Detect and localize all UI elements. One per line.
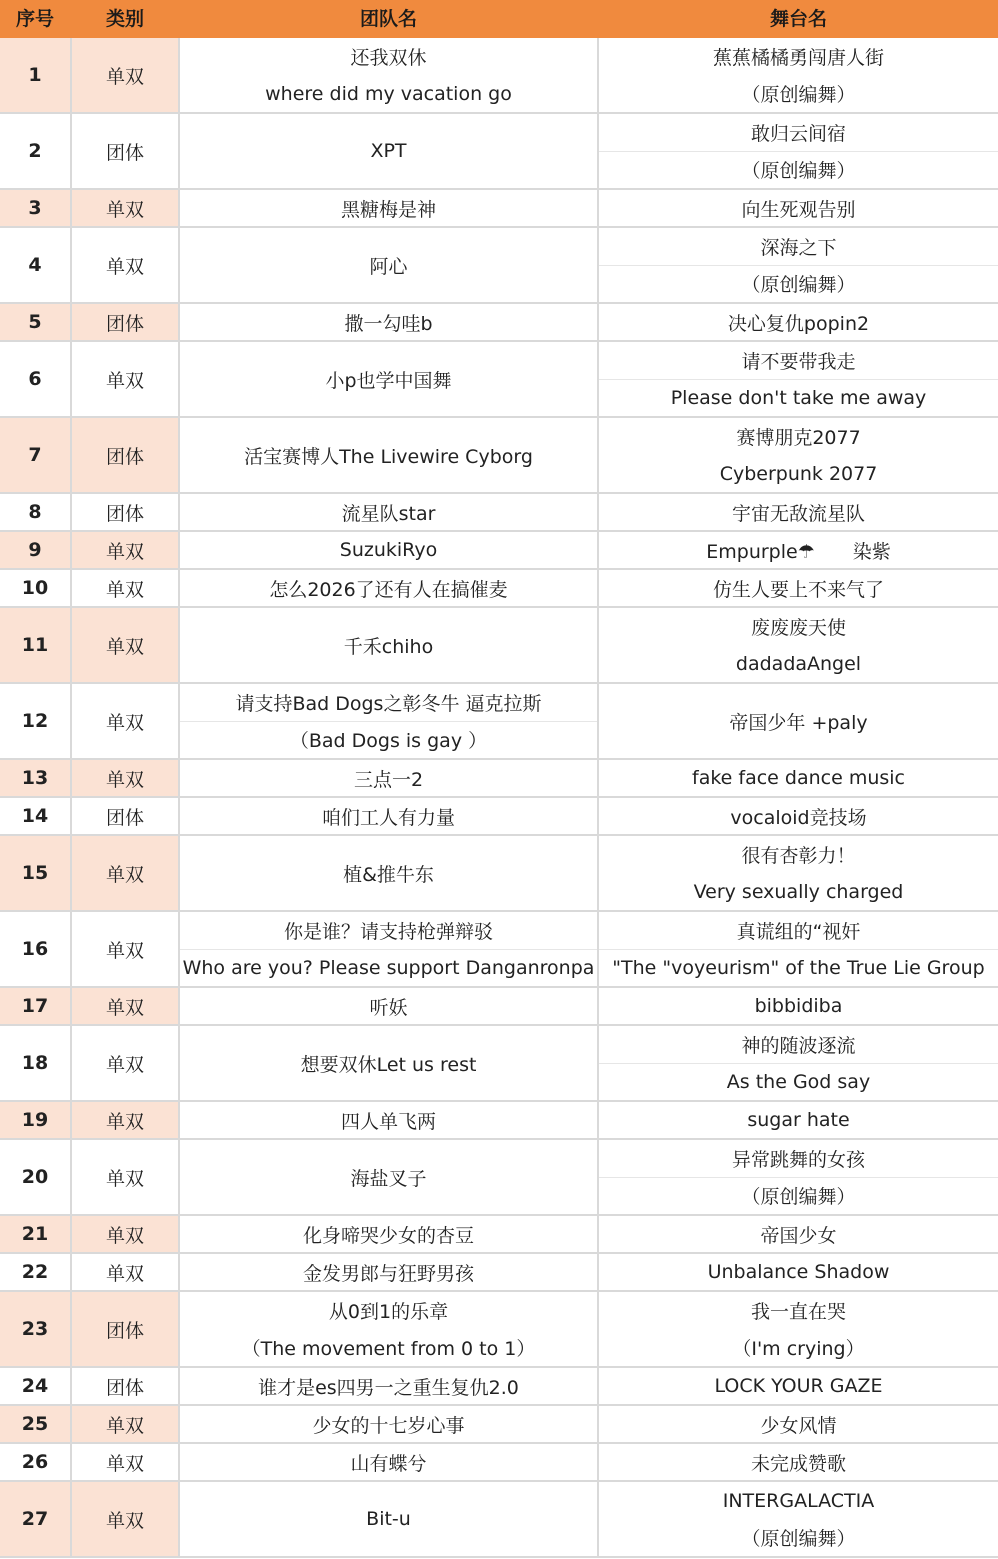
column-divider xyxy=(178,38,180,112)
table-row xyxy=(0,494,998,532)
row-team-cell xyxy=(180,684,597,758)
row-team-name: 你是谁？请支持枪弹辩驳 xyxy=(283,920,493,943)
row-stage-cell xyxy=(599,798,998,834)
row-stage-cell xyxy=(599,1406,998,1442)
table-row xyxy=(0,760,998,798)
row-number: 2 xyxy=(28,140,42,162)
row-stage-name: 少女风情 xyxy=(760,1414,837,1437)
row-team-name: 少女的十七岁心事 xyxy=(312,1414,465,1437)
column-divider xyxy=(597,1292,599,1366)
table-row xyxy=(0,1292,998,1368)
table-row xyxy=(0,190,998,228)
row-stage-cell xyxy=(599,304,998,340)
column-divider xyxy=(178,760,180,796)
row-stage-cell xyxy=(599,684,998,758)
row-team-cell xyxy=(180,798,597,834)
row-stage-cell xyxy=(599,1026,998,1100)
column-divider xyxy=(178,418,180,492)
row-category: 单双 xyxy=(105,1452,144,1475)
row-team-name: 怎么2026了还有人在搞催麦 xyxy=(269,578,508,601)
column-divider xyxy=(70,1406,72,1442)
row-team-name: 小p也学中国舞 xyxy=(325,369,452,392)
row-number: 23 xyxy=(21,1318,49,1340)
row-team-cell xyxy=(180,1254,597,1290)
row-team-name: XPT xyxy=(370,140,407,162)
row-stage-cell xyxy=(599,912,998,986)
column-divider xyxy=(597,1140,599,1214)
row-stage-name: 帝国少女 xyxy=(760,1224,837,1247)
row-team-name: 听妖 xyxy=(369,996,408,1019)
column-divider xyxy=(178,1102,180,1138)
column-divider xyxy=(597,912,599,986)
row-stage-name: Very sexually charged xyxy=(693,880,904,903)
row-team-cell xyxy=(180,608,597,682)
column-divider xyxy=(70,1026,72,1100)
column-divider xyxy=(597,304,599,340)
row-team-name: SuzukiRyo xyxy=(339,539,438,561)
row-category: 单双 xyxy=(105,939,144,962)
column-divider xyxy=(178,570,180,606)
column-divider xyxy=(597,1406,599,1442)
row-team-cell xyxy=(180,912,597,986)
row-number: 4 xyxy=(28,254,42,276)
row-team-name: 山有蝶兮 xyxy=(350,1452,427,1475)
row-stage-cell xyxy=(599,1216,998,1252)
row-category: 单双 xyxy=(105,369,144,392)
column-divider xyxy=(597,570,599,606)
column-divider xyxy=(597,114,599,188)
row-number: 25 xyxy=(21,1413,49,1435)
column-divider xyxy=(178,1406,180,1442)
column-divider xyxy=(70,1444,72,1480)
row-stage-name: （I'm crying） xyxy=(732,1338,865,1360)
column-divider xyxy=(597,1368,599,1404)
row-number: 17 xyxy=(21,995,49,1017)
column-divider xyxy=(70,494,72,530)
row-team-cell xyxy=(180,190,597,226)
column-divider xyxy=(597,38,599,112)
row-stage-cell xyxy=(599,1482,998,1556)
row-category: 单双 xyxy=(105,578,144,601)
row-stage-name: bibbidiba xyxy=(754,995,843,1017)
column-divider xyxy=(597,836,599,910)
row-stage-name: 宇宙无敌流星队 xyxy=(731,502,865,525)
row-number: 15 xyxy=(21,862,49,884)
row-stage-name: 赛博朋克2077 xyxy=(736,427,861,449)
column-divider xyxy=(70,570,72,606)
row-stage-name: 蕉蕉橘橘勇闯唐人街 xyxy=(712,47,884,69)
row-stage-name: （原创编舞） xyxy=(741,1528,856,1550)
row-number: 1 xyxy=(28,64,42,86)
header-stage: 舞台名 xyxy=(769,8,827,30)
row-team-cell xyxy=(180,1026,597,1100)
column-divider xyxy=(597,1216,599,1252)
row-stage-cell xyxy=(599,1102,998,1138)
row-category: 团体 xyxy=(105,502,144,525)
table-row xyxy=(0,1368,998,1406)
row-category: 单双 xyxy=(105,1224,144,1247)
column-divider xyxy=(597,1482,599,1556)
row-stage-name: （原创编舞） xyxy=(599,1177,998,1215)
row-stage-cell xyxy=(599,570,998,606)
table-row xyxy=(0,608,998,684)
column-divider xyxy=(597,1102,599,1138)
row-stage-name: 深海之下 xyxy=(760,236,837,259)
row-number: 27 xyxy=(21,1508,49,1530)
row-category: 单双 xyxy=(105,635,144,658)
column-divider xyxy=(178,532,180,568)
row-team-cell xyxy=(180,1406,597,1442)
table-row xyxy=(0,1482,998,1558)
column-divider xyxy=(70,418,72,492)
row-stage-cell xyxy=(599,228,998,302)
row-team-name: 想要双休Let us rest xyxy=(300,1053,477,1076)
column-divider xyxy=(70,228,72,302)
row-category: 单双 xyxy=(105,540,144,563)
row-team-name: 金发男郎与狂野男孩 xyxy=(302,1262,474,1285)
table-row xyxy=(0,1140,998,1216)
row-team-name: 三点一2 xyxy=(353,768,424,791)
column-divider xyxy=(597,532,599,568)
column-divider xyxy=(178,342,180,416)
row-number: 9 xyxy=(28,539,42,561)
row-stage-name: 决心复仇popin2 xyxy=(727,312,870,335)
column-divider xyxy=(70,1216,72,1252)
column-divider xyxy=(178,1292,180,1366)
table-row xyxy=(0,684,998,760)
row-stage-name: Cyberpunk 2077 xyxy=(719,462,878,485)
row-stage-name: sugar hate xyxy=(747,1109,850,1131)
row-team-name: 活宝赛博人The Livewire Cyborg xyxy=(244,445,533,468)
column-divider xyxy=(70,988,72,1024)
row-number: 21 xyxy=(21,1223,49,1245)
row-team-cell xyxy=(180,342,597,416)
column-divider xyxy=(178,798,180,834)
column-divider xyxy=(70,304,72,340)
column-divider xyxy=(178,608,180,682)
row-category: 单双 xyxy=(105,1110,144,1133)
column-divider xyxy=(178,684,180,758)
column-divider xyxy=(597,228,599,302)
header-num: 序号 xyxy=(15,8,54,30)
row-number: 5 xyxy=(28,311,42,333)
table-row xyxy=(0,988,998,1026)
column-divider xyxy=(70,836,72,910)
row-category: 团体 xyxy=(105,1319,144,1342)
row-stage-name: 帝国少年 +paly xyxy=(729,711,868,734)
table-row xyxy=(0,912,998,988)
row-category: 单双 xyxy=(105,863,144,886)
column-divider xyxy=(70,342,72,416)
row-stage-name: （原创编舞） xyxy=(599,265,998,303)
row-stage-cell xyxy=(599,1254,998,1290)
row-team-name: 请支持Bad Dogs之彰冬牛 逼克拉斯 xyxy=(235,692,542,715)
row-stage-name: fake face dance music xyxy=(692,767,905,789)
row-stage-name: 废废废天使 xyxy=(750,617,846,639)
column-divider xyxy=(597,342,599,416)
column-divider xyxy=(70,608,72,682)
row-team-name: 还我双休 xyxy=(350,47,427,69)
column-divider xyxy=(178,1254,180,1290)
row-team-cell xyxy=(180,1482,597,1556)
row-team-cell xyxy=(180,760,597,796)
row-team-name: 海盐叉子 xyxy=(350,1167,427,1190)
row-stage-name: 敢归云间宿 xyxy=(750,122,846,145)
column-divider xyxy=(70,1292,72,1366)
row-category: 单双 xyxy=(105,1509,144,1532)
row-team-name: （Bad Dogs is gay ） xyxy=(180,721,597,759)
row-stage-cell xyxy=(599,760,998,796)
column-divider xyxy=(597,1254,599,1290)
row-number: 7 xyxy=(28,444,42,466)
table-row xyxy=(0,798,998,836)
row-stage-name: INTERGALACTIA xyxy=(722,1489,875,1512)
row-number: 14 xyxy=(21,805,49,827)
column-divider xyxy=(178,1216,180,1252)
row-category: 团体 xyxy=(105,806,144,829)
column-divider xyxy=(178,494,180,530)
column-divider xyxy=(178,304,180,340)
table-row xyxy=(0,304,998,342)
column-divider xyxy=(70,1140,72,1214)
row-category: 单双 xyxy=(105,1262,144,1285)
row-number: 13 xyxy=(21,767,49,789)
row-team-cell xyxy=(180,494,597,530)
row-stage-name: 很有杏彰力！ xyxy=(741,845,856,867)
table-row xyxy=(0,1102,998,1140)
row-stage-name: Empurple☂ 染紫 xyxy=(706,540,891,563)
row-number: 12 xyxy=(21,710,49,732)
row-number: 22 xyxy=(21,1261,49,1283)
table-row xyxy=(0,228,998,304)
row-stage-name: dadadaAngel xyxy=(735,652,862,675)
row-stage-name: 真谎组的“视奸 xyxy=(736,920,861,943)
table-row xyxy=(0,1026,998,1102)
row-team-name: where did my vacation go xyxy=(265,82,512,105)
column-divider xyxy=(178,1368,180,1404)
row-category: 单双 xyxy=(105,255,144,278)
row-stage-cell xyxy=(599,190,998,226)
row-team-name: （The movement from 0 to 1） xyxy=(241,1338,536,1360)
column-divider xyxy=(70,1254,72,1290)
column-divider xyxy=(597,1026,599,1100)
row-team-name: Who are you? Please support Danganronpa xyxy=(180,949,597,987)
column-divider xyxy=(597,190,599,226)
row-team-cell xyxy=(180,228,597,302)
row-team-cell xyxy=(180,1444,597,1480)
table-row xyxy=(0,532,998,570)
row-number: 19 xyxy=(21,1109,49,1131)
column-divider xyxy=(70,798,72,834)
row-stage-cell xyxy=(599,988,998,1024)
row-team-cell xyxy=(180,418,597,492)
table-row xyxy=(0,38,998,114)
table-row xyxy=(0,1216,998,1254)
row-number: 16 xyxy=(21,938,49,960)
column-divider xyxy=(70,190,72,226)
row-stage-name: （原创编舞） xyxy=(741,84,856,106)
row-team-name: 谁才是es四男一之重生复仇2.0 xyxy=(258,1376,519,1399)
row-category: 单双 xyxy=(105,198,144,221)
column-divider xyxy=(178,1140,180,1214)
row-team-name: 阿心 xyxy=(369,255,408,278)
row-number: 26 xyxy=(21,1451,49,1473)
column-divider xyxy=(70,760,72,796)
row-team-name: 撒一勾哇b xyxy=(344,312,433,335)
column-divider xyxy=(70,38,72,112)
row-stage-name: Please don't take me away xyxy=(599,379,998,417)
row-team-cell xyxy=(180,1140,597,1214)
row-number: 20 xyxy=(21,1166,49,1188)
row-stage-name: 请不要带我走 xyxy=(741,350,856,373)
table-header xyxy=(0,0,998,38)
row-stage-name: 向生死观告别 xyxy=(741,198,856,221)
row-category: 单双 xyxy=(105,1167,144,1190)
row-number: 18 xyxy=(21,1052,49,1074)
column-divider xyxy=(597,1444,599,1480)
row-stage-name: 我一直在哭 xyxy=(750,1301,846,1323)
row-number: 10 xyxy=(21,577,49,599)
row-category: 团体 xyxy=(105,445,144,468)
row-number: 6 xyxy=(28,368,42,390)
row-stage-name: vocaloid竞技场 xyxy=(730,806,867,829)
column-divider xyxy=(597,608,599,682)
table-row xyxy=(0,114,998,190)
row-category: 单双 xyxy=(105,711,144,734)
row-stage-cell xyxy=(599,494,998,530)
row-team-cell xyxy=(180,988,597,1024)
column-divider xyxy=(70,1368,72,1404)
row-team-name: 从0到1的乐章 xyxy=(328,1301,449,1323)
table-row xyxy=(0,418,998,494)
column-divider xyxy=(178,988,180,1024)
row-stage-name: 仿生人要上不来气了 xyxy=(712,578,884,601)
table-row xyxy=(0,342,998,418)
row-stage-cell xyxy=(599,38,998,112)
column-divider xyxy=(70,532,72,568)
row-team-name: 化身啼哭少女的杏豆 xyxy=(302,1224,474,1247)
row-category: 团体 xyxy=(105,141,144,164)
column-divider xyxy=(178,190,180,226)
row-stage-name: LOCK YOUR GAZE xyxy=(714,1375,883,1397)
table-row xyxy=(0,1444,998,1482)
row-team-name: 流星队star xyxy=(341,502,436,525)
column-divider xyxy=(70,684,72,758)
column-divider xyxy=(178,912,180,986)
row-stage-name: 未完成赞歌 xyxy=(750,1452,846,1475)
header-category: 类别 xyxy=(105,8,144,30)
row-team-cell xyxy=(180,114,597,188)
column-divider xyxy=(178,1026,180,1100)
row-stage-name: "The "voyeurism" of the True Lie Group xyxy=(599,949,998,987)
column-divider xyxy=(178,228,180,302)
row-category: 团体 xyxy=(105,312,144,335)
row-category: 团体 xyxy=(105,1376,144,1399)
row-team-cell xyxy=(180,570,597,606)
row-team-cell xyxy=(180,532,597,568)
row-team-cell xyxy=(180,836,597,910)
row-team-cell xyxy=(180,304,597,340)
row-stage-cell xyxy=(599,608,998,682)
table-row xyxy=(0,1406,998,1444)
row-team-name: Bit-u xyxy=(366,1508,411,1530)
row-team-cell xyxy=(180,1292,597,1366)
row-team-name: 植&推牛东 xyxy=(343,863,434,886)
row-stage-cell xyxy=(599,532,998,568)
row-number: 24 xyxy=(21,1375,49,1397)
row-team-cell xyxy=(180,1102,597,1138)
row-stage-cell xyxy=(599,1444,998,1480)
row-stage-cell xyxy=(599,418,998,492)
row-stage-cell xyxy=(599,1368,998,1404)
column-divider xyxy=(597,760,599,796)
row-number: 8 xyxy=(28,501,42,523)
row-category: 单双 xyxy=(105,1053,144,1076)
column-divider xyxy=(70,1102,72,1138)
row-team-name: 四人单飞两 xyxy=(340,1110,436,1133)
column-divider xyxy=(70,1482,72,1556)
row-team-name: 黑糖梅是神 xyxy=(340,198,436,221)
row-stage-name: As the God say xyxy=(599,1063,998,1101)
row-stage-name: （原创编舞） xyxy=(599,151,998,189)
row-team-name: 千禾chiho xyxy=(343,635,434,658)
row-stage-cell xyxy=(599,1292,998,1366)
row-stage-cell xyxy=(599,342,998,416)
column-divider xyxy=(178,836,180,910)
table-row xyxy=(0,570,998,608)
row-category: 单双 xyxy=(105,1414,144,1437)
row-stage-name: Unbalance Shadow xyxy=(707,1261,890,1283)
row-stage-cell xyxy=(599,836,998,910)
row-number: 3 xyxy=(28,197,42,219)
row-stage-cell xyxy=(599,1140,998,1214)
column-divider xyxy=(597,684,599,758)
row-category: 单双 xyxy=(105,996,144,1019)
row-team-cell xyxy=(180,38,597,112)
column-divider xyxy=(178,114,180,188)
column-divider xyxy=(597,418,599,492)
column-divider xyxy=(597,988,599,1024)
row-category: 单双 xyxy=(105,65,144,88)
row-team-cell xyxy=(180,1216,597,1252)
row-number: 11 xyxy=(21,634,49,656)
row-team-cell xyxy=(180,1368,597,1404)
column-divider xyxy=(70,114,72,188)
column-divider xyxy=(178,1444,180,1480)
table-row xyxy=(0,836,998,912)
row-team-name: 咱们工人有力量 xyxy=(321,806,455,829)
column-divider xyxy=(597,494,599,530)
column-divider xyxy=(178,1482,180,1556)
table-row xyxy=(0,1254,998,1292)
column-divider xyxy=(70,912,72,986)
row-stage-cell xyxy=(599,114,998,188)
header-team: 团队名 xyxy=(359,8,417,30)
row-stage-name: 异常跳舞的女孩 xyxy=(731,1148,865,1171)
row-stage-name: 神的随波逐流 xyxy=(741,1034,856,1057)
row-category: 单双 xyxy=(105,768,144,791)
column-divider xyxy=(597,798,599,834)
